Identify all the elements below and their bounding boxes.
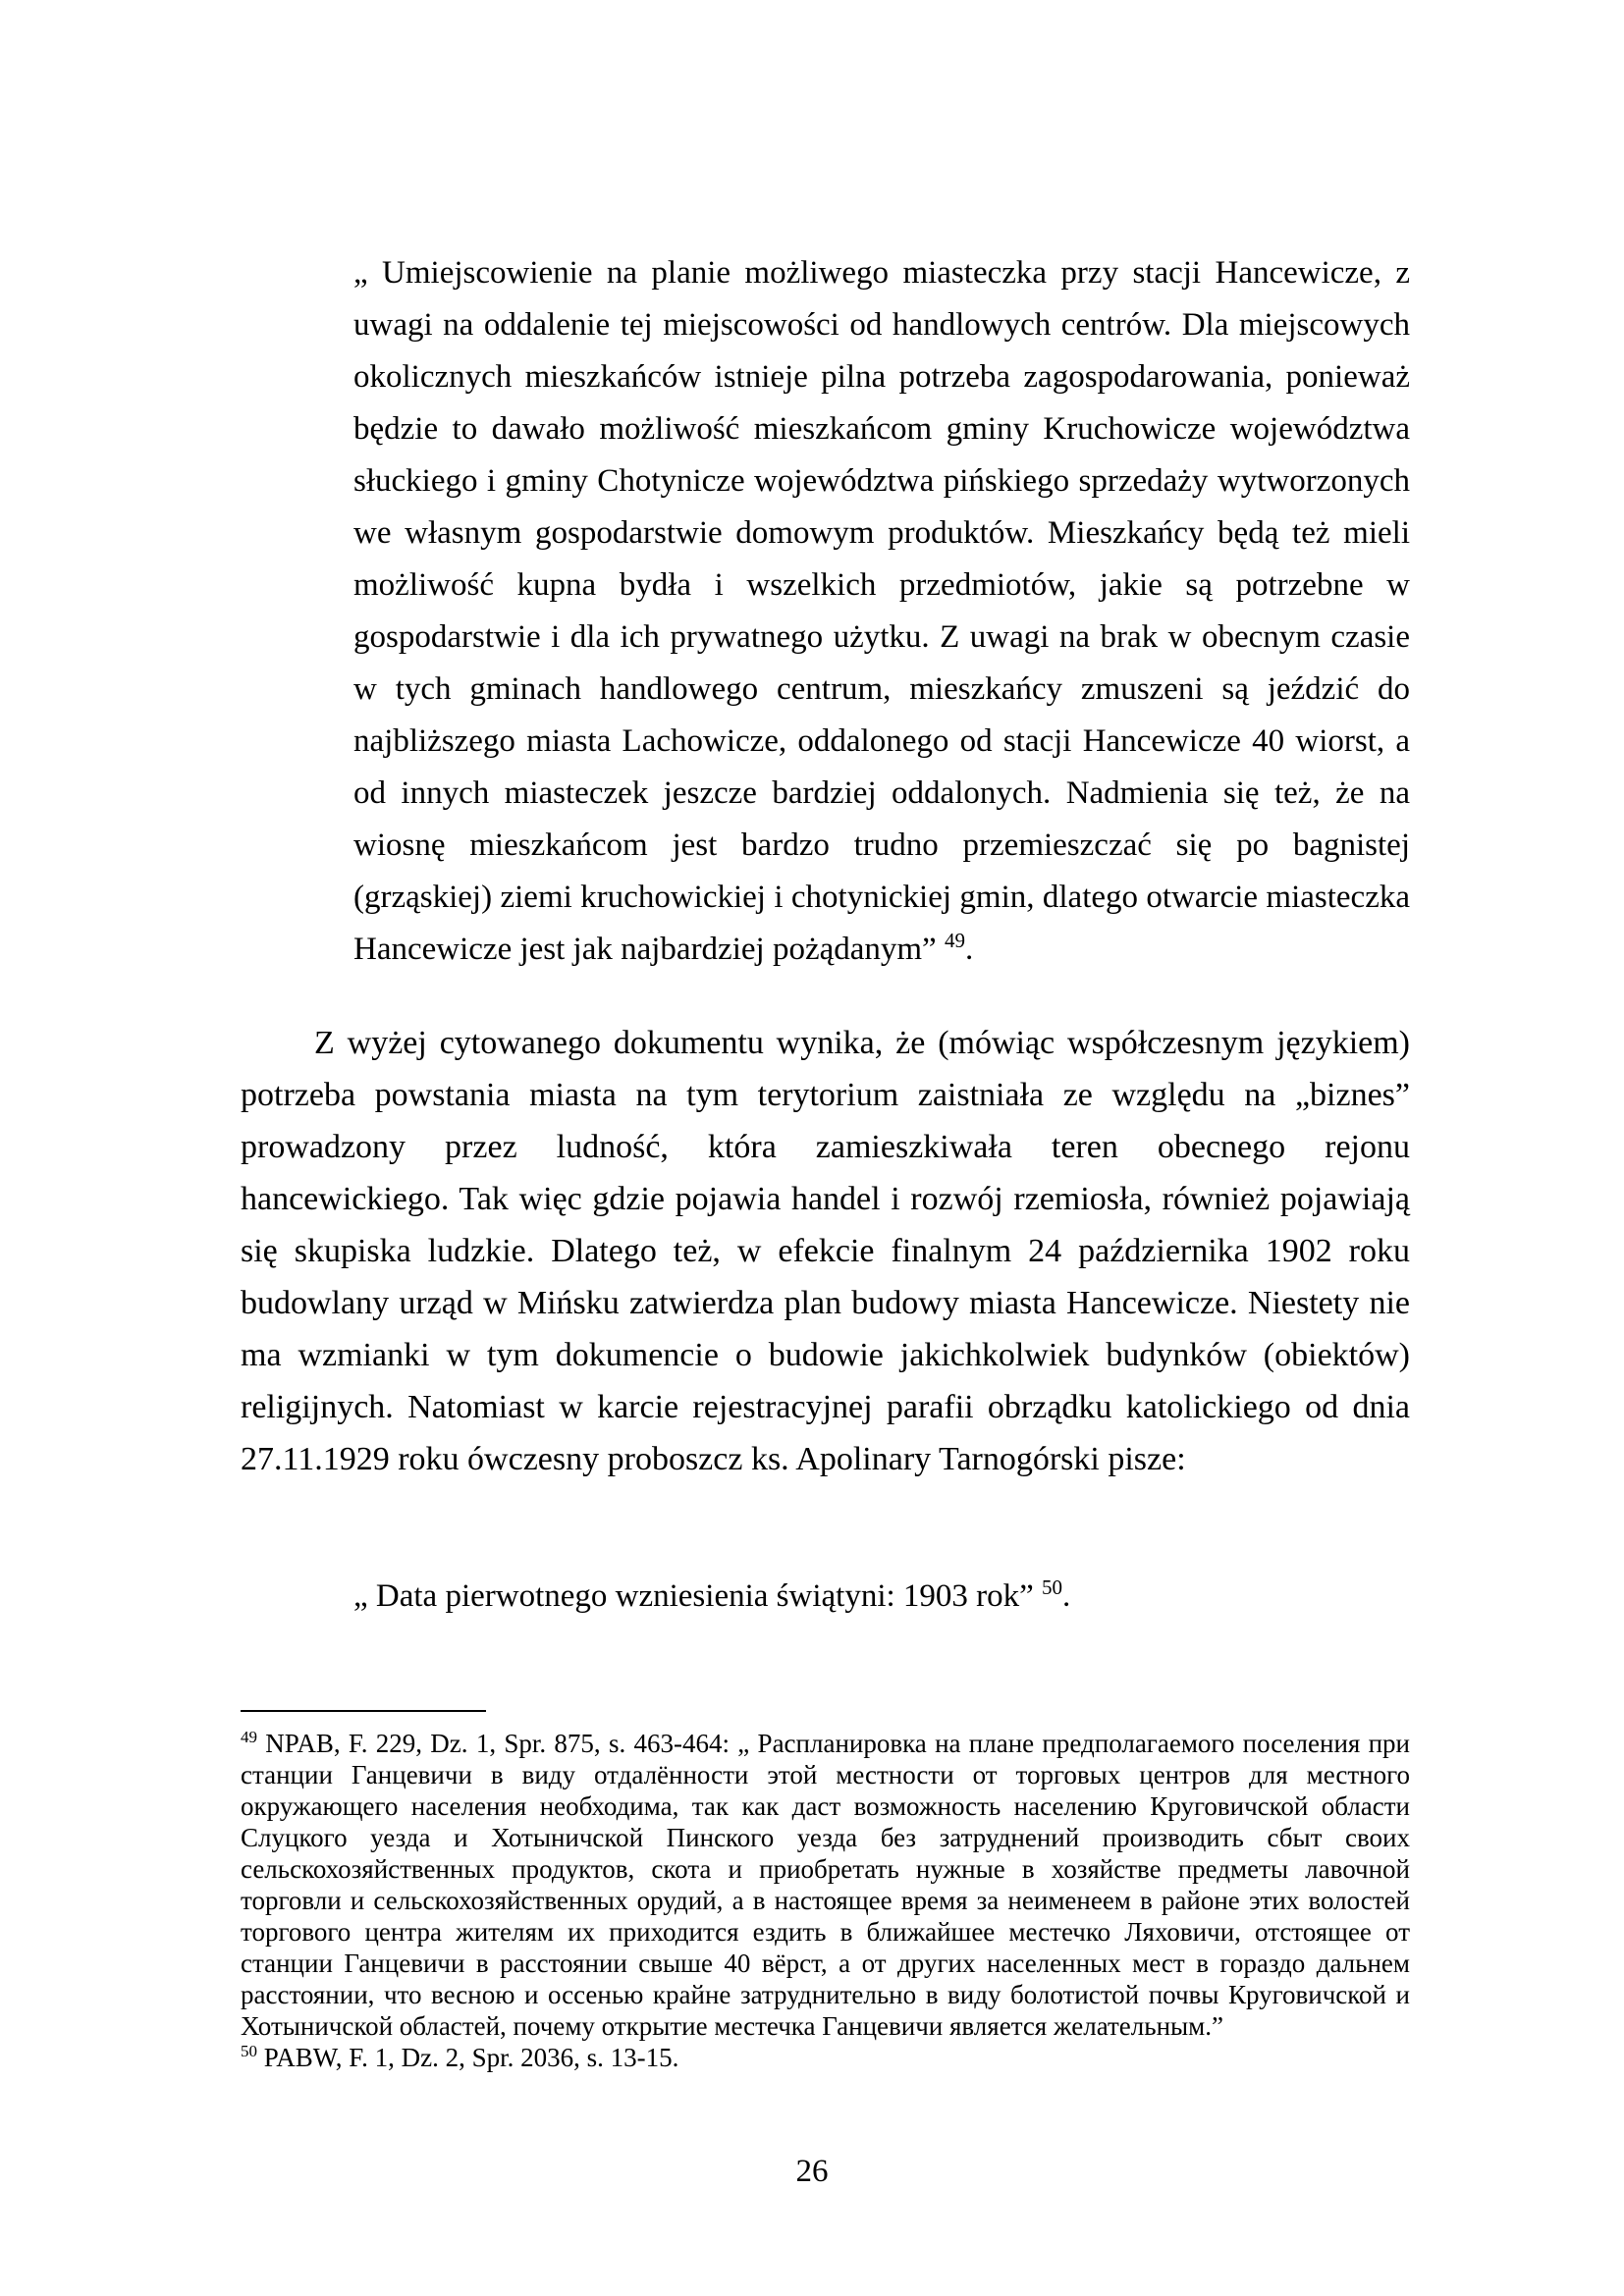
footnote-49-text: NPAB, F. 229, Dz. 1, Spr. 875, s. 463-464: „ Распланировка на плане предполагаемого поселения при станции Ганцевичи в виду отдалённости этой местности от торговых центров для местного окружающего населения необходима, так как даст возможность населению Круговичской области Слуцкого уезда и Хотыничской Пинского уезда без затруднений производить сбыт своих сельскохозяйственных продуктов, скота и приобретать нужные в хозяйстве предметы лавочной торговли и сельскохозяйственных орудий, а в настоящее время за неименеем в районе этих волостей торгового центра жителям их приходится ездить в ближайшее местечко Ляховичи, отстоящее от станции Ганцевичи в расстоянии свыше 40 вёрст, а от других населенных мест в гораздо дальнем расстоянии, что весною и оссенью крайне затруднительно в виду болотистой почвы Круговичской и Хотыничской областей, почему открытие местечка Ганцевичи является желательным.” bbox=[241, 1729, 1410, 2041]
footnotes-section bbox=[241, 1728, 1410, 2073]
footnote-ref-50: 50 bbox=[1042, 1575, 1063, 1599]
block-quote-suffix: . bbox=[964, 932, 974, 967]
footnote-ref-49: 49 bbox=[944, 929, 965, 952]
inline-quote-suffix: . bbox=[1062, 1578, 1071, 1614]
inline-quote-text: „ Data pierwotnego wzniesienia świątyni: 1903 rok” bbox=[353, 1578, 1043, 1614]
footnote-50 bbox=[241, 2042, 1410, 2073]
page-number: 26 bbox=[795, 2154, 829, 2189]
footnote-separator bbox=[241, 1710, 486, 1712]
footnote-50-marker: 50 bbox=[241, 2042, 257, 2060]
inline-quote bbox=[353, 1571, 1410, 1623]
footnote-49 bbox=[241, 1728, 1410, 2042]
block-quote bbox=[353, 247, 1410, 976]
footnote-49-marker: 49 bbox=[241, 1728, 257, 1746]
block-quote-text: „ Umiejscowienie na planie możliwego miasteczka przy stacji Hancewicze, z uwagi na oddalenie tej miejscowości od handlowych centrów. Dla miejscowych okolicznych mieszkańców istnieje pilna potrzeba zagospodarowania, ponieważ będzie to dawało możliwość mieszkańcom gminy Kruchowicze województwa słuckiego i gminy Chotynicze województwa pińskiego sprzedaży wytworzonych we własnym gospodarstwie domowym produktów. Mieszkańcy będą też mieli możliwość kupna bydła i wszelkich przedmiotów, jakie są potrzebne w gospodarstwie i dla ich prywatnego użytku. Z uwagi na brak w obecnym czasie w tych gminach handlowego centrum, mieszkańcy zmuszeni są jeździć do najbliższego miasta Lachowicze, oddalonego od stacji Hancewicze 40 wiorst, a od innych miasteczek jeszcze bardziej oddalonych. Nadmienia się też, że na wiosnę mieszkańcom jest bardzo trudno przemieszczać się po bagnistej (grząskiej) ziemi kruchowickiej i chotynickiej gmin, dlatego otwarcie miasteczka Hancewicze jest jak najbardziej pożądanym” bbox=[353, 255, 1410, 967]
main-paragraph bbox=[241, 1017, 1410, 1485]
footnote-50-text: PABW, F. 1, Dz. 2, Spr. 2036, s. 13-15. bbox=[257, 2043, 679, 2072]
main-paragraph-text: Z wyżej cytowanego dokumentu wynika, że (mówiąc współczesnym językiem) potrzeba powstania miasta na tym terytorium zaistniała ze względu na „biznes” prowadzony przez ludność, która zamieszkiwała teren obecnego rejonu hancewickiego. Tak więc gdzie pojawia handel i rozwój rzemiosła, również pojawiają się skupiska ludzkie. Dlatego też, w efekcie finalnym 24 października 1902 roku budowlany urząd w Mińsku zatwierdza plan budowy miasta Hancewicze. Niestety nie ma wzmianki w tym dokumencie o budowie jakichkolwiek budynków (obiektów) religijnych. Natomiast w karcie rejestracyjnej parafii obrządku katolickiego od dnia 27.11.1929 roku ówczesny proboszcz ks. Apolinary Tarnogórski pisze: bbox=[241, 1025, 1410, 1477]
